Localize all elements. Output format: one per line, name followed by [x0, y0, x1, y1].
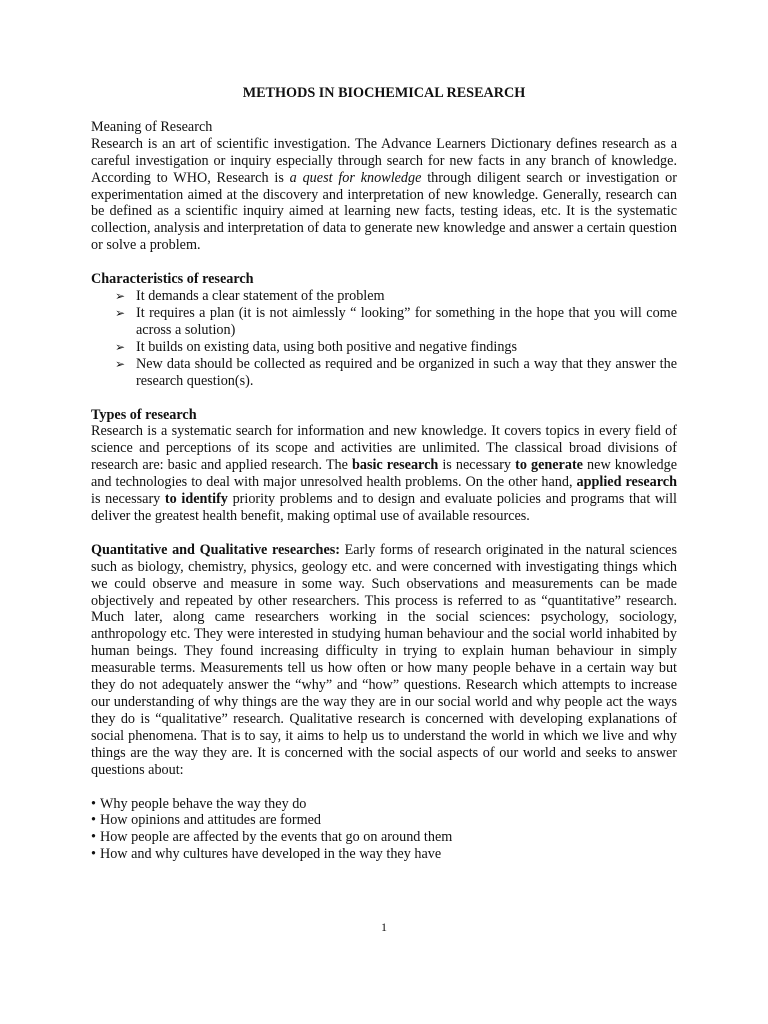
list-item — [115, 339, 677, 356]
list-item — [91, 829, 677, 846]
bullet-dot-icon: • — [91, 812, 96, 829]
list-item-text: It requires a plan (it is not aimlessly “ looking” for something in the hope that you will come across a solution) — [136, 304, 677, 338]
list-item-text: How and why cultures have developed in the way they have — [99, 846, 442, 863]
arrow-bullet-icon: ➢ — [115, 339, 126, 354]
types-text-3: new knowledge and technologies to deal with major unresolved health problems. On the other hand, — [91, 457, 678, 491]
spacer — [91, 525, 677, 542]
meaning-text-1: Research is an art of scientific investigation. The Advance Learners Dictionary defines research as a careful investigation or inquiry especially through search for new facts in any branch of knowledge. According to WHO, Research is — [91, 135, 677, 186]
meaning-paragraph — [91, 136, 677, 254]
document-page — [91, 85, 677, 863]
page-number: 1 — [381, 920, 387, 934]
spacer — [91, 390, 677, 407]
types-bold-to-identify: to identify — [164, 491, 228, 508]
list-item — [91, 846, 677, 863]
types-text-5: priority problems and to design and evaluate policies and programs that will deliver the greatest health benefit, making optimal use of available resources. — [91, 491, 677, 524]
quant-qual-heading: Quantitative and Qualitative researches: — [91, 541, 340, 558]
characteristics-list — [91, 288, 677, 389]
list-item — [91, 812, 677, 829]
meaning-italic-phrase: a quest for knowledge — [289, 169, 422, 186]
arrow-bullet-icon: ➢ — [115, 356, 126, 371]
list-item — [115, 356, 677, 390]
list-item — [91, 796, 677, 813]
meaning-text-2: through diligent search or investigation or experimentation aimed at the discovery and interpretation of new knowledge. Generally, research can be defined as a scientific inquiry aimed at learning new facts, testing ideas, etc. It is the systematic collection, analysis and interpretation of data to generate new knowledge and answer a certain question or solve a problem. — [91, 169, 678, 254]
questions-list — [91, 796, 677, 864]
document-title: METHODS IN BIOCHEMICAL RESEARCH — [242, 85, 526, 101]
quant-qual-paragraph — [91, 542, 677, 779]
spacer — [91, 254, 677, 271]
list-item-text: How people are affected by the events that go on around them — [99, 829, 453, 846]
meaning-heading: Meaning of Research — [91, 118, 213, 135]
list-item-text: Why people behave the way they do — [99, 795, 307, 812]
arrow-bullet-icon: ➢ — [115, 289, 126, 304]
types-paragraph — [91, 423, 677, 524]
types-text-4: is necessary — [91, 491, 165, 508]
quant-qual-text: Early forms of research originated in the natural sciences such as biology, chemistry, physics, geology etc. and were concerned with investigating things which we could observe and measure in some way. Such observations and measurements can be made objectively and repeated by other researchers. This process is referred to as “quantitative” research. Much later, along came researchers working in the social sciences: psychology, sociology, anthropology etc. They were interested in studying human behaviour and the social world inhabited by human beings. They found increasing difficulty in trying to explain human behaviour in simply measurable terms. Measurements tell us how often or how many people behave in a certain way but they do not adequately answer the “why” and “how” questions. Research which attempts to increase our understanding of why things are the way they are in our social world and why people act the ways they do is “qualitative” research. Qualitative research is concerned with developing explanations of social phenomena. That is to say, it aims to help us to understand the world in which we live and why things are the way they are. It is concerned with the social aspects of our world and seeks to answer questions about: — [91, 541, 677, 778]
list-item-text: New data should be collected as required and be organized in such a way that they answer the research question(s). — [136, 355, 677, 389]
list-item-text: How opinions and attitudes are formed — [99, 812, 322, 829]
types-text-1: Research is a systematic search for information and new knowledge. It covers topics in every field of science and perceptions of its scope and activities are unlimited. The classical broad divisions of research are: basic and applied research. The — [91, 423, 677, 474]
bullet-dot-icon: • — [91, 846, 96, 863]
types-bold-basic-research: basic research — [351, 457, 439, 474]
arrow-bullet-icon: ➢ — [115, 305, 126, 320]
list-item — [115, 288, 677, 305]
bullet-dot-icon: • — [91, 795, 96, 812]
list-item-text: It demands a clear statement of the problem — [136, 288, 385, 305]
types-bold-applied-research: applied research — [576, 474, 677, 491]
list-item-text: It builds on existing data, using both positive and negative findings — [136, 338, 518, 355]
characteristics-heading: Characteristics of research — [91, 271, 254, 288]
spacer — [91, 779, 677, 796]
types-heading: Types of research — [91, 406, 197, 423]
types-text-2: is necessary — [438, 457, 516, 474]
types-bold-to-generate: to generate — [515, 457, 583, 474]
bullet-dot-icon: • — [91, 829, 96, 846]
list-item — [115, 305, 677, 339]
